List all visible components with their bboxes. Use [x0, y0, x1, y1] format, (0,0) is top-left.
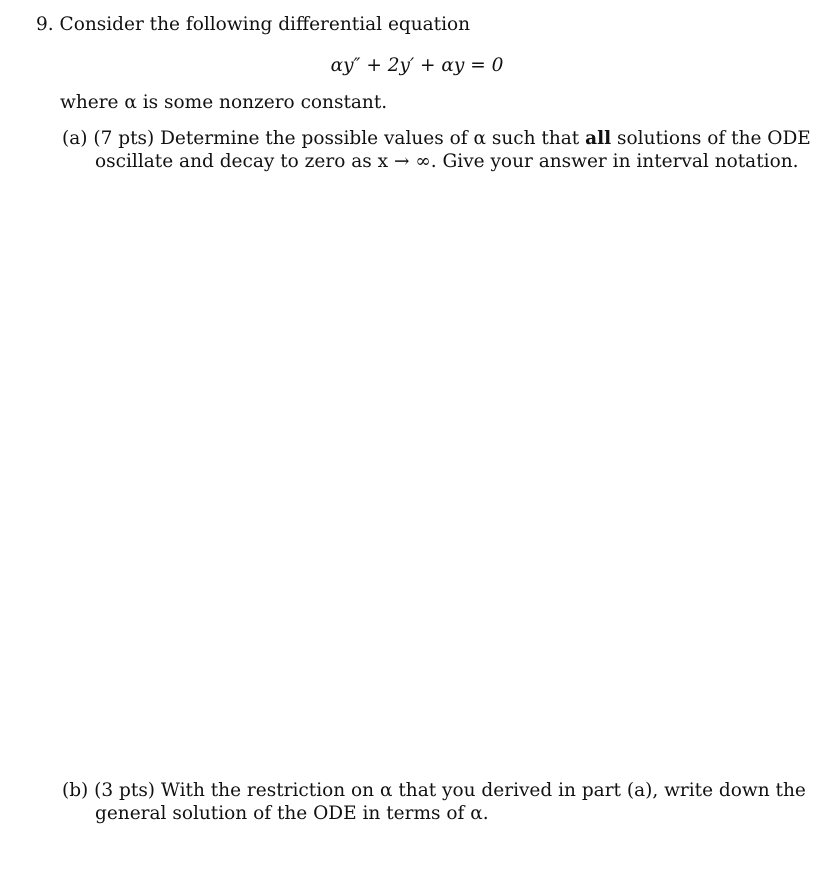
- part-b-text-line1: (3 pts) With the restriction on α that you derived in part (a), write down the: [94, 780, 806, 801]
- part-a-text-line2: oscillate and decay to zero as x → ∞. Give your answer in interval notation.: [95, 151, 799, 172]
- part-a-line-2: [95, 151, 799, 173]
- part-b-line-2: [95, 803, 489, 825]
- part-b-label: (b): [62, 780, 89, 801]
- part-b-text-line2: general solution of the ODE in terms of α.: [95, 803, 489, 824]
- part-a-label: (a): [62, 128, 88, 149]
- where-text: where α is some nonzero constant.: [60, 92, 388, 113]
- part-a-text-pre: (7 pts) Determine the possible values of α such that: [93, 128, 586, 149]
- problem-heading: [36, 14, 470, 36]
- where-clause: [60, 92, 387, 114]
- equation-block: [0, 54, 814, 78]
- differential-equation: αy″ + 2y′ + αy = 0: [330, 55, 504, 76]
- part-a-line-1: [62, 128, 811, 150]
- problem-number: 9.: [36, 14, 54, 35]
- problem-intro: Consider the following differential equation: [59, 14, 471, 35]
- part-b-line-1: [62, 780, 806, 802]
- part-a-bold-all: all: [585, 128, 612, 149]
- answer-space-part-a: [40, 190, 780, 760]
- part-a-text-post: solutions of the ODE: [611, 128, 811, 149]
